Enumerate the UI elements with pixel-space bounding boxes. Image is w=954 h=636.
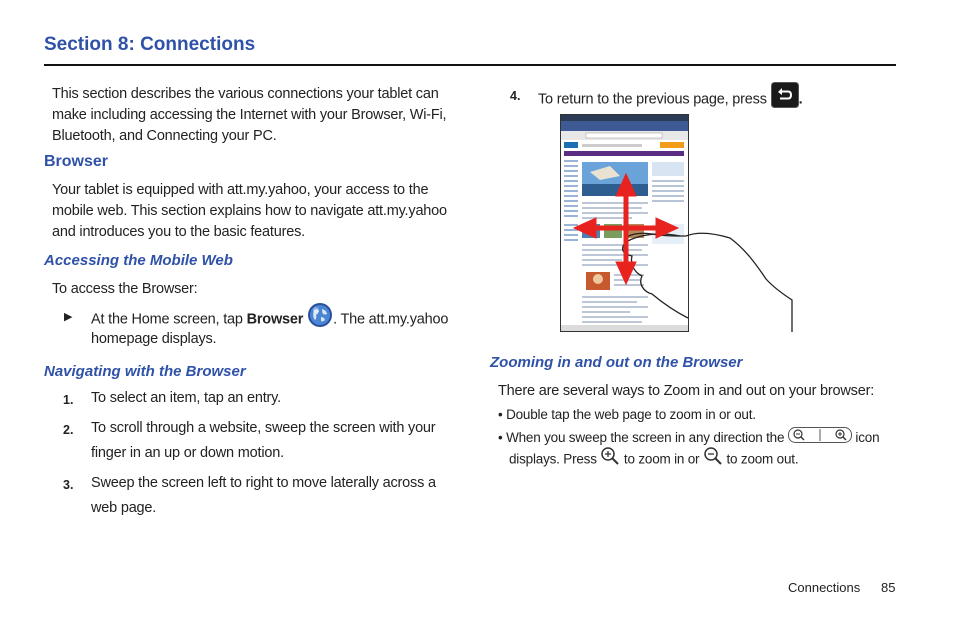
step-number: 2. [63,423,74,437]
footer-section-name: Connections [788,580,861,595]
back-key-icon [771,82,799,117]
browser-line: and introduces you to the basic features. [52,224,305,240]
zoom-in-text: to zoom in or [623,451,700,467]
zoom-out-icon [703,446,723,474]
intro-line: This section describes the various connections your tablet can [52,86,439,102]
step-number: 4. [510,89,521,103]
browser-line: mobile web. This section explains how to navigate att.my.yahoo [52,203,447,219]
step-4-period: . [798,91,803,108]
intro-line: make including accessing the Internet with your Browser, Wi-Fi, [52,107,447,123]
zoom-in-icon [600,446,620,474]
accessing-bullet-line2: homepage displays. [91,331,217,347]
step-2-text-line1: To scroll through a website, sweep the screen with your [91,420,436,436]
zooming-bullet-2-after: icon [855,430,880,445]
step-2-text-line2: finger in an up or down motion. [91,445,284,461]
browser-heading: Browser [44,153,109,170]
intro-paragraph [52,84,446,147]
zooming-bullet-2-line2 [509,446,798,474]
browser-paragraph [52,180,447,243]
step-3-text-line2: web page. [91,500,157,516]
title-rule [44,64,896,66]
navigating-heading: Navigating with the Browser [44,363,246,380]
section-title: Section 8: Connections [44,34,256,55]
zooming-bullet-2-text: • When you sweep the screen in any direction the [498,430,785,445]
accessing-intro: To access the Browser: [52,281,198,297]
step-3-text-line1: Sweep the screen left to right to move laterally across a [91,475,436,491]
bullet-arrow-icon: ▶ [64,311,73,323]
step-1-text: To select an item, tap an entry. [91,390,281,406]
accessing-bullet-after: . The att.my.yahoo [333,311,449,328]
browser-gesture-illustration [560,114,800,336]
zoom-out-text: to zoom out. [726,451,799,467]
step-number: 3. [63,478,74,492]
browser-label: Browser [246,311,304,328]
zooming-bullet-1: • Double tap the web page to zoom in or out. [498,407,756,422]
accessing-heading: Accessing the Mobile Web [44,252,233,269]
zooming-heading: Zooming in and out on the Browser [490,354,743,371]
accessing-bullet-text: At the Home screen, tap [91,311,247,328]
step-4-text [538,82,802,117]
zooming-intro: There are several ways to Zoom in and out on your browser: [498,383,875,399]
zoom-press-text: displays. Press [509,451,597,467]
browser-line: Your tablet is equipped with att.my.yahoo, your access to the [52,182,429,198]
footer-page-number: 85 [881,580,896,595]
step-number: 1. [63,393,74,407]
globe-icon [307,302,333,337]
intro-line: Bluetooth, and Connecting your PC. [52,128,277,144]
step-4-label: To return to the previous page, press [538,91,767,108]
